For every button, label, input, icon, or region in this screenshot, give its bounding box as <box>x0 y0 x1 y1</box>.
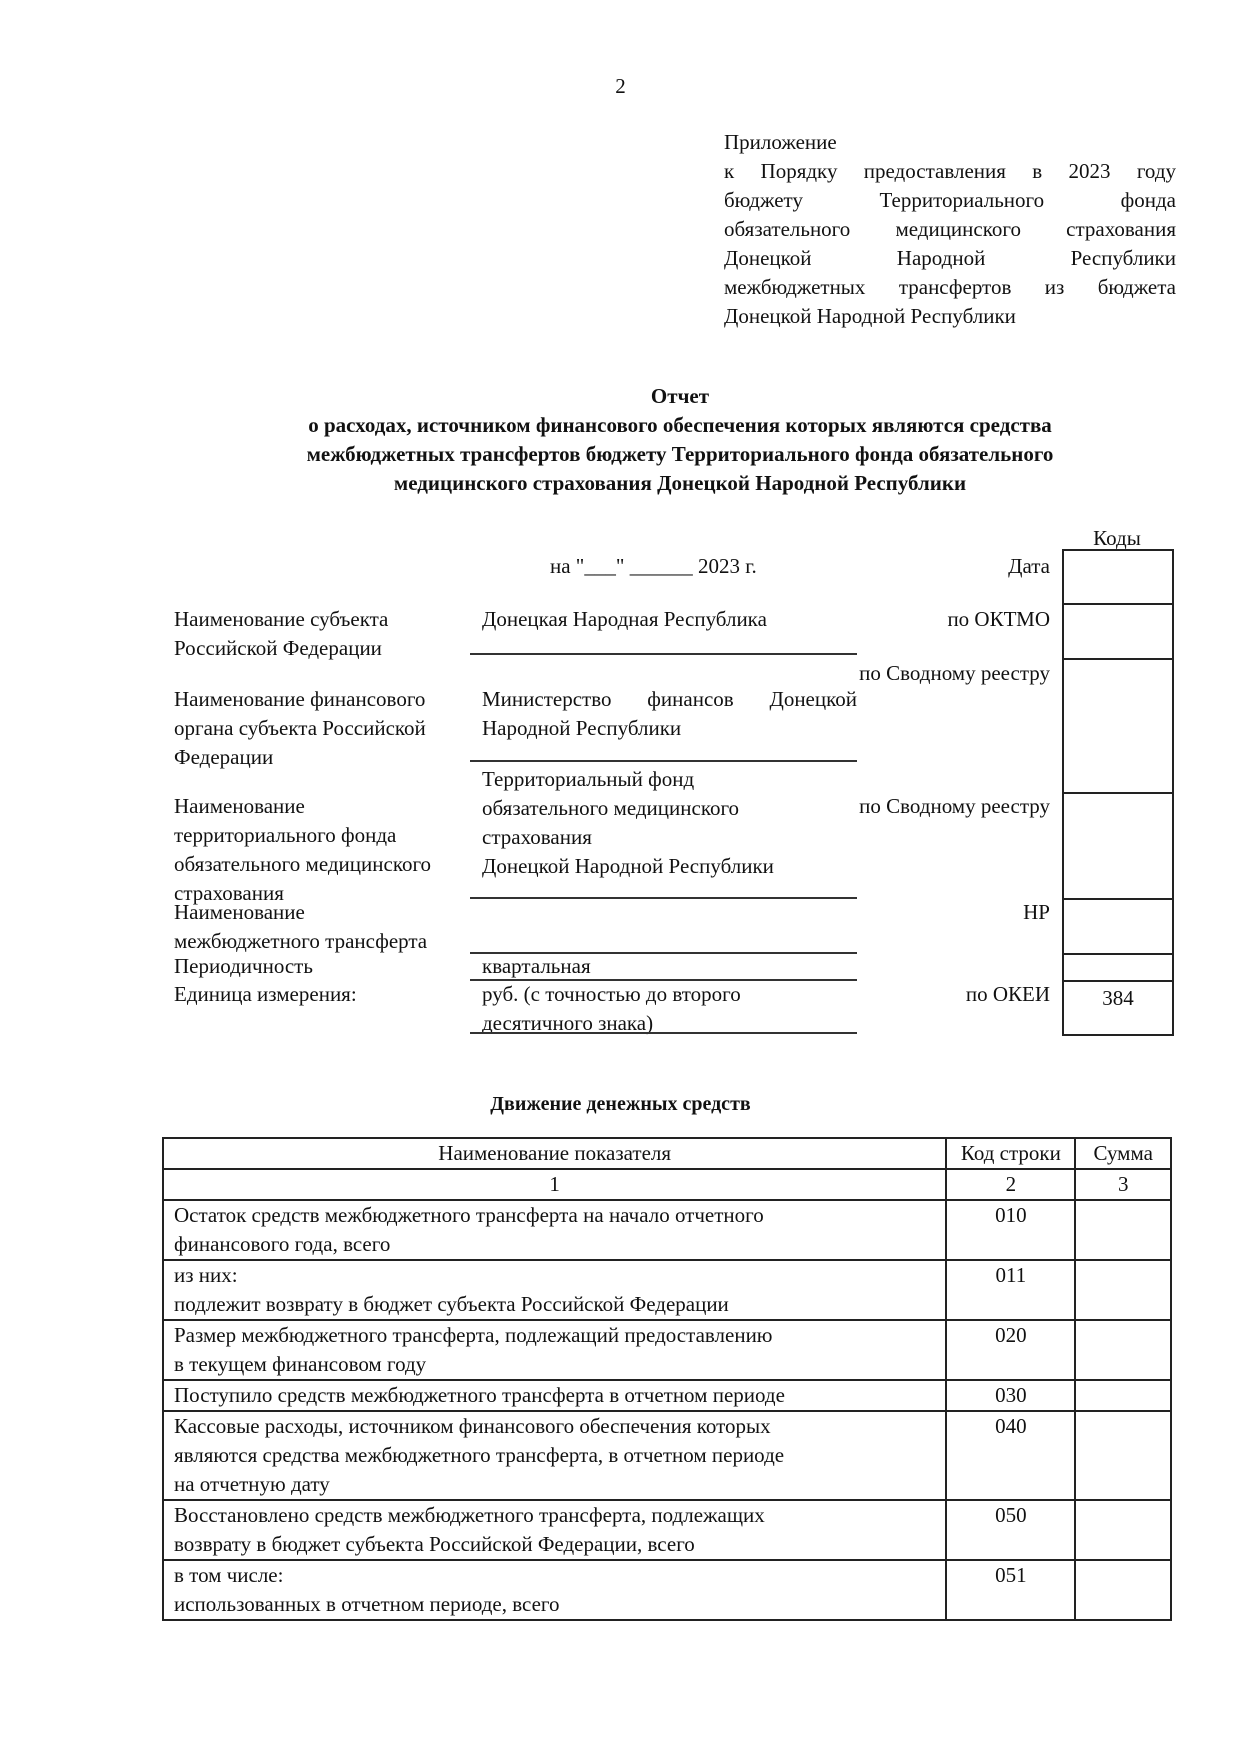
field-label-line: Наименование субъекта <box>174 607 389 631</box>
section-title: Движение денежных средств <box>490 1093 751 1115</box>
field-label-subject <box>174 605 464 663</box>
row-text-line: Поступило средств межбюджетного трансферта в отчетном периоде <box>174 1383 785 1407</box>
cash-flow-table <box>162 1137 1172 1621</box>
field-label-line: страхования <box>174 881 284 905</box>
column-number: 1 <box>163 1169 946 1200</box>
field-value-unit <box>482 980 857 1038</box>
code-label-date: Дата <box>1008 554 1050 578</box>
report-heading: Отчет <box>650 384 710 408</box>
field-value-line: десятичного знака) <box>482 1011 654 1035</box>
field-label-line: Федерации <box>174 745 274 769</box>
code-label-oktmo: по ОКТМО <box>947 607 1050 631</box>
row-text-line: в том числе: <box>174 1563 284 1587</box>
row-sum[interactable] <box>1075 1500 1171 1560</box>
report-subtitle-line: о расходах, источником финансового обеспечения которых являются средства <box>308 413 1052 437</box>
row-indicator <box>163 1200 946 1260</box>
row-text-line: Остаток средств межбюджетного трансферта на начало отчетного <box>174 1203 764 1227</box>
field-label-line: Наименование финансового <box>174 687 426 711</box>
table-row <box>163 1500 1171 1560</box>
appendix-line: Приложение <box>724 130 837 154</box>
field-label-periodicity: Периодичность <box>174 954 313 978</box>
code-cell-okei[interactable]: 384 <box>1064 980 1172 1036</box>
row-indicator <box>163 1411 946 1500</box>
appendix-line: межбюджетных трансфертов из бюджета <box>724 275 1176 299</box>
appendix-line: Донецкой Народной Республики <box>724 304 1016 328</box>
field-underline-subject <box>470 653 857 655</box>
field-value-transfer[interactable] <box>482 898 857 950</box>
row-text-line: финансового года, всего <box>174 1232 391 1256</box>
report-subtitle-line: межбюджетных трансфертов бюджету Территориального фонда обязательного <box>306 442 1054 466</box>
code-label-okei: по ОКЕИ <box>965 982 1050 1006</box>
table-row <box>163 1200 1171 1260</box>
field-value-fund <box>482 765 857 881</box>
appendix-line: обязательного медицинского страхования <box>724 217 1176 241</box>
row-code: 030 <box>946 1380 1075 1411</box>
page-number: 2 <box>615 74 626 98</box>
field-label-line: органа субъекта Российской <box>174 716 426 740</box>
field-value-line: Народной Республики <box>482 716 682 740</box>
code-cell-periodicity[interactable] <box>1064 953 1172 982</box>
row-code: 011 <box>946 1260 1075 1320</box>
table-row <box>163 1260 1171 1320</box>
row-sum[interactable] <box>1075 1260 1171 1320</box>
column-number: 3 <box>1075 1169 1171 1200</box>
row-sum[interactable] <box>1075 1200 1171 1260</box>
field-value-line: Территориальный фонд <box>482 767 695 791</box>
field-value-line: руб. (с точностью до второго <box>482 982 741 1006</box>
report-subtitle-line: медицинского страхования Донецкой Народной Республики <box>393 471 967 495</box>
field-label-line: межбюджетного трансферта <box>174 929 428 953</box>
table-row <box>163 1320 1171 1380</box>
table-row <box>163 1560 1171 1620</box>
row-text-line: в текущем финансовом году <box>174 1352 427 1376</box>
row-sum[interactable] <box>1075 1411 1171 1500</box>
row-indicator <box>163 1500 946 1560</box>
field-value-line: Донецкая Народная Республика <box>482 607 767 631</box>
code-cell-oktmo[interactable] <box>1064 603 1172 658</box>
field-underline-unit <box>470 1032 857 1034</box>
code-label-nr: НР <box>1023 900 1050 924</box>
appendix-line: к Порядку предоставления в 2023 году <box>724 159 1176 183</box>
row-text-line: возврату в бюджет субъекта Российской Федерации, всего <box>174 1532 695 1556</box>
report-date: на "___" ______ 2023 г. <box>550 554 757 578</box>
field-label-transfer <box>174 898 464 956</box>
code-cell-date[interactable] <box>1064 549 1172 601</box>
row-code: 010 <box>946 1200 1075 1260</box>
table-row <box>163 1380 1171 1411</box>
field-value-line: Министерство финансов Донецкой <box>482 687 857 711</box>
field-value-subject <box>482 605 857 634</box>
field-label-unit: Единица измерения: <box>174 982 357 1006</box>
row-sum[interactable] <box>1075 1320 1171 1380</box>
row-indicator <box>163 1260 946 1320</box>
column-header-sum: Сумма <box>1075 1138 1171 1169</box>
field-value-line: Донецкой Народной Республики <box>482 854 774 878</box>
field-label-fin-organ <box>174 685 464 772</box>
column-header-indicator: Наименование показателя <box>163 1138 946 1169</box>
row-sum[interactable] <box>1075 1560 1171 1620</box>
code-cell-svod-reestr-1[interactable] <box>1064 658 1172 793</box>
row-sum[interactable] <box>1075 1380 1171 1411</box>
column-number: 2 <box>946 1169 1075 1200</box>
row-text-line: Кассовые расходы, источником финансового обеспечения которых <box>174 1414 771 1438</box>
appendix-line: бюджету Территориального фонда <box>724 188 1176 212</box>
field-value-line: страхования <box>482 825 592 849</box>
code-cell-nr[interactable] <box>1064 898 1172 955</box>
row-text-line: использованных в отчетном периоде, всего <box>174 1592 560 1616</box>
field-label-line: территориального фонда <box>174 823 397 847</box>
codes-header: Коды <box>1093 526 1141 550</box>
row-text-line: Размер межбюджетного трансферта, подлежащий предоставлению <box>174 1323 773 1347</box>
table-row <box>163 1411 1171 1500</box>
row-code: 050 <box>946 1500 1075 1560</box>
field-value-line: обязательного медицинского <box>482 796 740 820</box>
code-cell-svod-reestr-2[interactable] <box>1064 792 1172 900</box>
row-code: 040 <box>946 1411 1075 1500</box>
row-code: 051 <box>946 1560 1075 1620</box>
row-text-line: из них: <box>174 1263 238 1287</box>
field-value-fin-organ <box>482 685 857 743</box>
field-value-periodicity: квартальная <box>482 954 591 978</box>
field-label-fund <box>174 792 464 908</box>
field-underline-fin-organ <box>470 760 857 762</box>
field-label-line: обязательного медицинского <box>174 852 432 876</box>
table-header-row <box>163 1138 1171 1169</box>
row-code: 020 <box>946 1320 1075 1380</box>
appendix-line: Донецкой Народной Республики <box>724 246 1176 270</box>
field-label-line: Российской Федерации <box>174 636 382 660</box>
row-text-line: Восстановлено средств межбюджетного трансферта, подлежащих <box>174 1503 765 1527</box>
code-label-svod-reestr-2: по Сводному реестру <box>859 794 1050 818</box>
column-header-code: Код строки <box>946 1138 1075 1169</box>
row-text-line: являются средства межбюджетного трансферта, в отчетном периоде <box>174 1443 785 1467</box>
codes-box <box>1062 549 1174 1036</box>
row-text-line: на отчетную дату <box>174 1472 330 1496</box>
field-label-line: Наименование <box>174 794 305 818</box>
appendix-note <box>724 128 1176 331</box>
table-column-numbers-row <box>163 1169 1171 1200</box>
report-title <box>150 382 1210 498</box>
row-indicator <box>163 1560 946 1620</box>
row-text-line: подлежит возврату в бюджет субъекта Российской Федерации <box>174 1292 729 1316</box>
code-label-svod-reestr-1: по Сводному реестру <box>859 661 1050 685</box>
row-indicator <box>163 1380 946 1411</box>
field-label-line: Наименование <box>174 900 305 924</box>
row-indicator <box>163 1320 946 1380</box>
